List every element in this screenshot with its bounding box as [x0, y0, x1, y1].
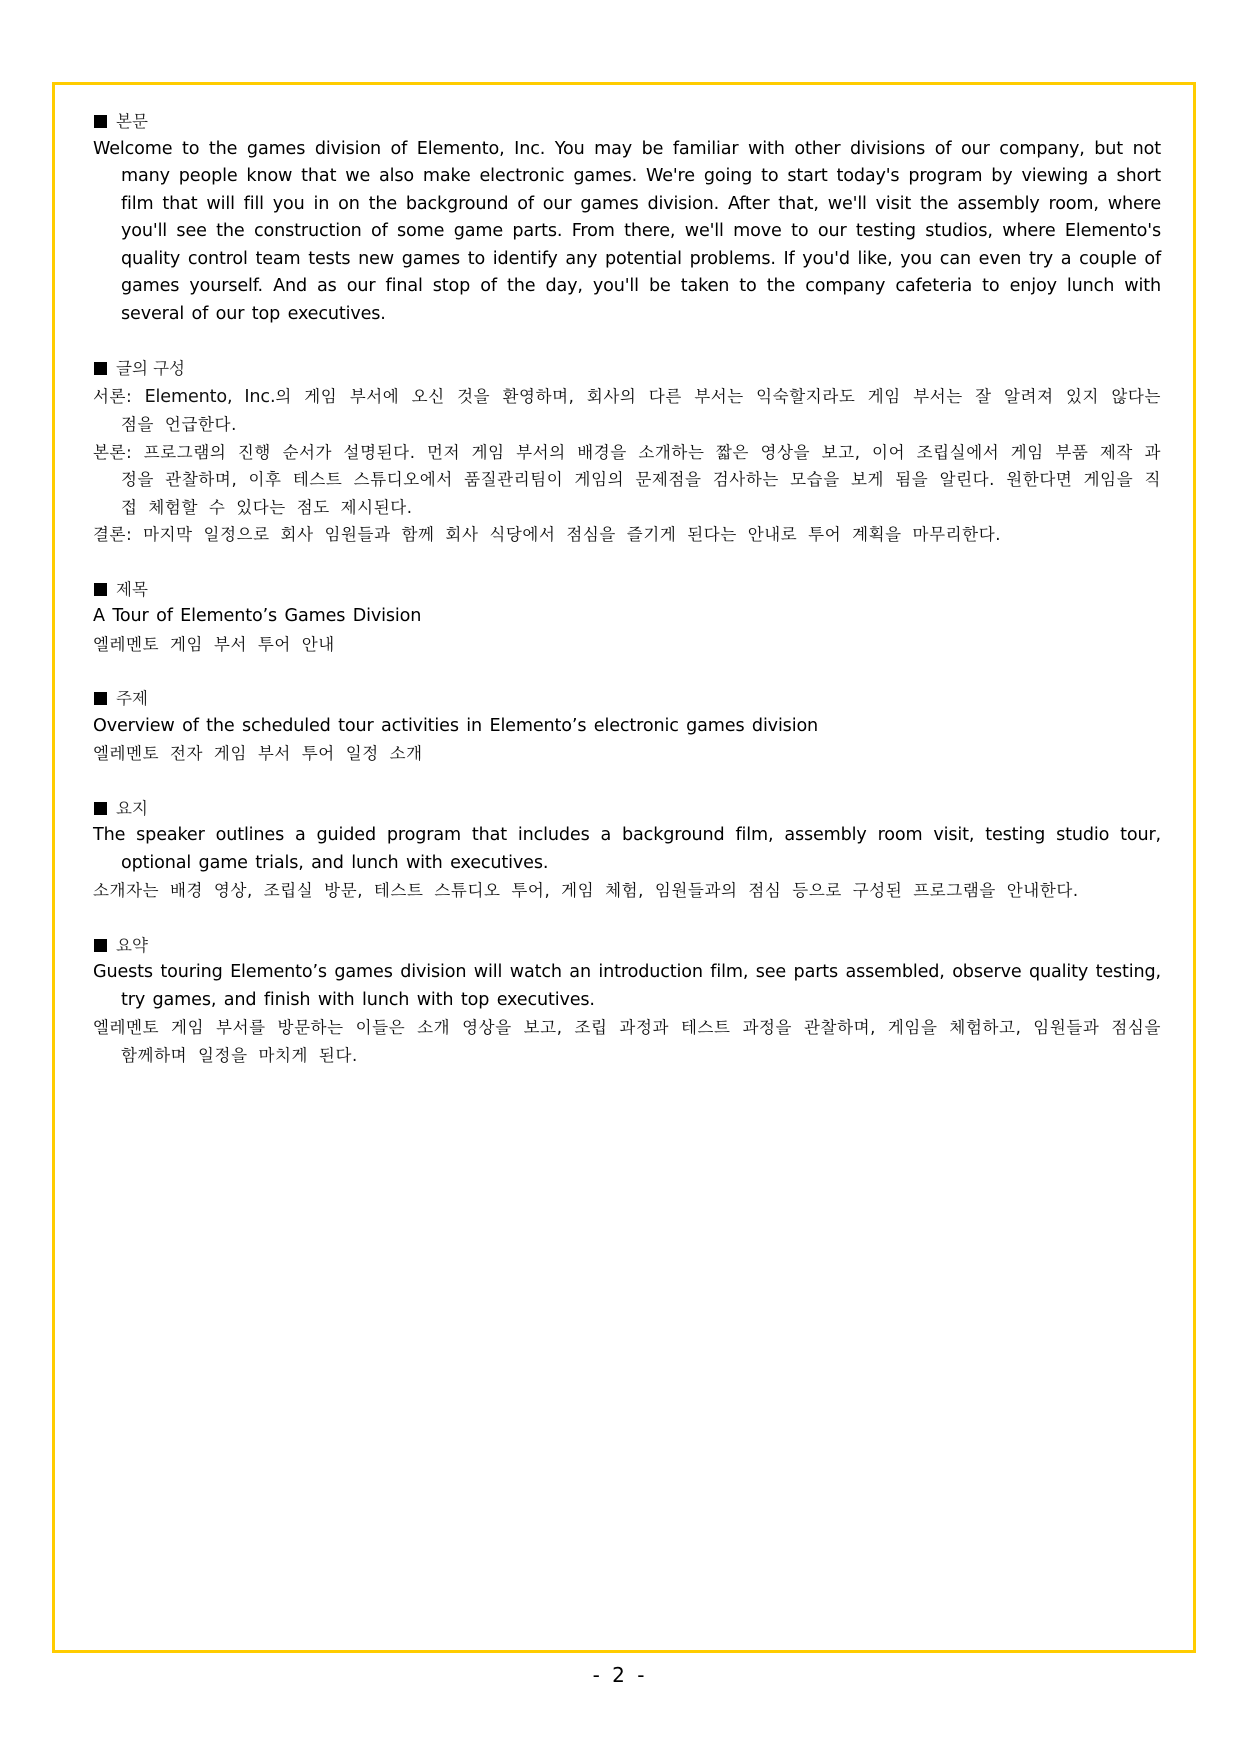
section-heading — [93, 355, 1161, 383]
section-heading-label: 주제 — [116, 689, 148, 708]
square-bullet-icon — [94, 692, 107, 705]
gist-korean: 소개자는 배경 영상, 조립실 방문, 테스트 스튜디오 투어, 게임 체험, 임원들과의 점심 등으로 구성된 프로그램을 안내한다. — [93, 881, 1079, 900]
square-bullet-icon — [94, 802, 107, 815]
section-heading-label: 본문 — [116, 112, 148, 131]
section-heading-label: 요지 — [116, 798, 148, 818]
page-number: - 2 - — [592, 1663, 648, 1687]
structure-main — [93, 439, 1161, 522]
section-summary — [93, 932, 1161, 1070]
structure-main-label: 본론: — [93, 442, 144, 462]
section-heading — [93, 576, 1161, 604]
section-heading — [93, 932, 1161, 960]
section-heading-label: 제목 — [116, 579, 148, 599]
section-title — [93, 576, 1161, 659]
title-english: A Tour of Elemento’s Games Division — [93, 606, 422, 626]
topic-english: Overview of the scheduled tour activities in Elemento’s electronic games division — [93, 715, 819, 736]
gist-english: The speaker outlines a guided program that includes a background film, assembly room visit, testing studio tour, optional game trials, and lunch with executives. — [93, 825, 1161, 873]
structure-conclusion — [93, 521, 1161, 549]
section-body-text — [93, 108, 1161, 328]
structure-intro-label: 서론: — [93, 386, 145, 406]
section-topic — [93, 685, 1161, 768]
structure-conclusion-text: 마지막 일정으로 회사 임원들과 함께 회사 식당에서 점심을 즐기게 된다는 안내로 투어 계획을 마무리한다. — [143, 525, 1002, 544]
structure-main-text: 프로그램의 진행 순서가 설명된다. 먼저 게임 부서의 배경을 소개하는 짧은 영상을 보고, 이어 조립실에서 게임 부품 제작 과정을 관찰하며, 이후 테스트 스튜디오에서 품질관리팀이 게임의 문제점을 검사하는 모습을 보게 됨을 알린다. 원한다면 게임을 직접 체험할 수 있다는 점도 제시된다. — [121, 442, 1161, 517]
summary-english: Guests touring Elemento’s games division will watch an introduction film, see parts assembled, observe quality testing, try games, and finish with lunch with top executives. — [93, 962, 1161, 1010]
structure-conclusion-label: 결론: — [93, 525, 144, 544]
section-heading-label: 요약 — [116, 935, 148, 955]
section-gist — [93, 795, 1161, 905]
structure-intro-company: Elemento, Inc. — [144, 386, 276, 407]
section-heading-label: 글의 구성 — [116, 359, 186, 378]
body-paragraph: Welcome to the games division of Elemento, Inc. You may be familiar with other divisions of our company, but not many people know that we also make electronic games. We're going to start today's program by viewing a short film that will fill you in on the background of our games division. After that, we'll visit the assembly room, where you'll see the construction of some game parts. From there, we'll move to our testing studios, where Elemento's quality control team tests new games to identify any potential problems. If you'd like, you can even try a couple of games yourself. And as our final stop of the day, you'll be taken to the company cafeteria to enjoy lunch with several of our top executives. — [93, 138, 1161, 324]
square-bullet-icon — [94, 939, 107, 952]
structure-intro-text: 의 게임 부서에 오신 것을 환영하며, 회사의 다른 부서는 익숙할지라도 게임 부서는 잘 알려져 있지 않다는 점을 언급한다. — [121, 386, 1162, 434]
topic-korean: 엘레멘토 전자 게임 부서 투어 일정 소개 — [93, 744, 423, 763]
square-bullet-icon — [94, 115, 107, 128]
section-heading — [93, 108, 1161, 136]
title-korean: 엘레멘토 게임 부서 투어 안내 — [93, 634, 335, 654]
structure-intro — [93, 383, 1161, 439]
square-bullet-icon — [94, 362, 107, 375]
document-content — [93, 108, 1161, 1096]
section-heading — [93, 795, 1161, 823]
square-bullet-icon — [94, 583, 107, 596]
section-heading — [93, 685, 1161, 713]
summary-korean: 엘레멘토 게임 부서를 방문하는 이들은 소개 영상을 보고, 조립 과정과 테스트 과정을 관찰하며, 게임을 체험하고, 임원들과 점심을 함께하며 일정을 마치게 된다. — [93, 1018, 1161, 1065]
section-structure — [93, 355, 1161, 549]
